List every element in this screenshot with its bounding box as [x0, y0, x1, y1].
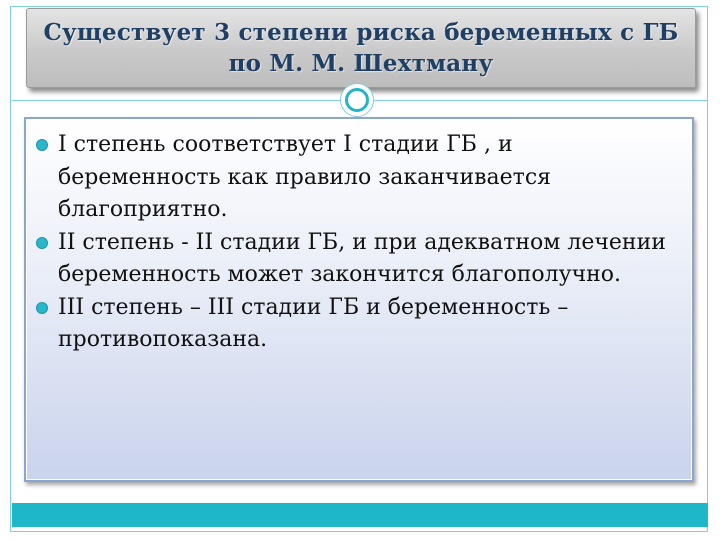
bullet-dot-icon: [36, 237, 48, 249]
ring-ornament-icon: [340, 83, 374, 117]
bullet-text: III степень – III стадии ГБ и беременность – противопоказана.: [58, 294, 569, 352]
content-box: [24, 117, 694, 482]
slide-title: Существует 3 степени риска беременных с ГБ по М. М. Шехтману: [43, 19, 679, 77]
title-box: [26, 8, 696, 88]
ring-inner: [345, 88, 369, 112]
bullet-dot-icon: [36, 302, 48, 314]
bullet-list: [36, 129, 674, 357]
bullet-text: I степень соответствует I стадии ГБ , и беременность как правило заканчивается благоприятно.: [58, 132, 552, 222]
footer-bar: [12, 503, 708, 527]
bullet-dot-icon: [36, 139, 48, 151]
bullet-item: [36, 129, 674, 227]
bullet-text: II степень - II стадии ГБ, и при адекватном лечении беременность может закончится благополучно.: [58, 229, 666, 287]
bullet-item: [36, 227, 674, 292]
bullet-item: [36, 292, 674, 357]
